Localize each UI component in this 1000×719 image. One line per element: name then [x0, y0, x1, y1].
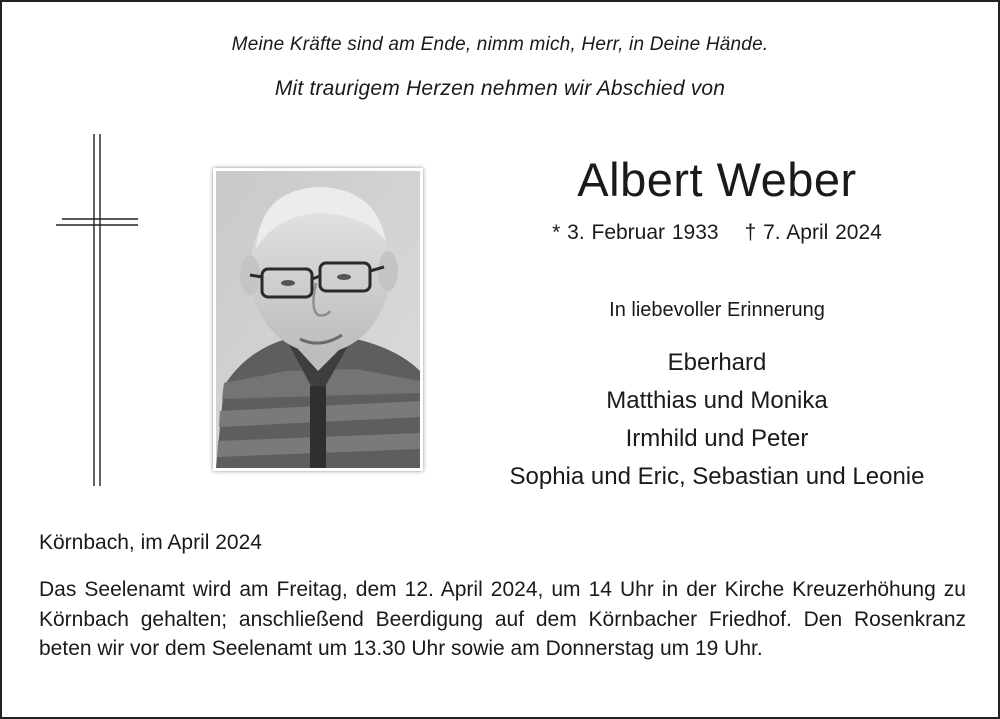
cross-icon — [52, 134, 142, 486]
service-info: Das Seelenamt wird am Freitag, dem 12. April 2024, um 14 Uhr in der Kirche Kreuzerhöhung zu Körnbach gehalten; anschließend Beerdigung auf dem Körnbacher Friedhof. Den Rosenkranz beten wir vor dem Seelenamt um 13.30 Uhr sowie am Donnerstag um 19 Uhr. — [39, 578, 966, 660]
mourner-line: Sophia und Eric, Sebastian und Leonie — [509, 463, 925, 490]
mourner-line: Eberhard — [667, 349, 767, 376]
intro-line: Mit traurigem Herzen nehmen wir Abschied von — [274, 77, 726, 100]
mourner-line: Irmhild und Peter — [625, 425, 809, 452]
motto: Meine Kräfte sind am Ende, nimm mich, Herr, in Deine Hände. — [231, 34, 769, 55]
memory-line: In liebevoller Erinnerung — [609, 299, 825, 321]
mourner-line: Matthias und Monika — [606, 387, 828, 414]
deceased-name: Albert Weber — [577, 153, 857, 206]
portrait-photo — [213, 168, 423, 471]
birth-date: * 3. Februar 1933 — [552, 221, 719, 244]
life-dates — [517, 221, 917, 245]
mourners-list — [467, 344, 967, 496]
place-date: Körnbach, im April 2024 — [39, 531, 262, 554]
death-date: † 7. April 2024 — [744, 221, 882, 244]
